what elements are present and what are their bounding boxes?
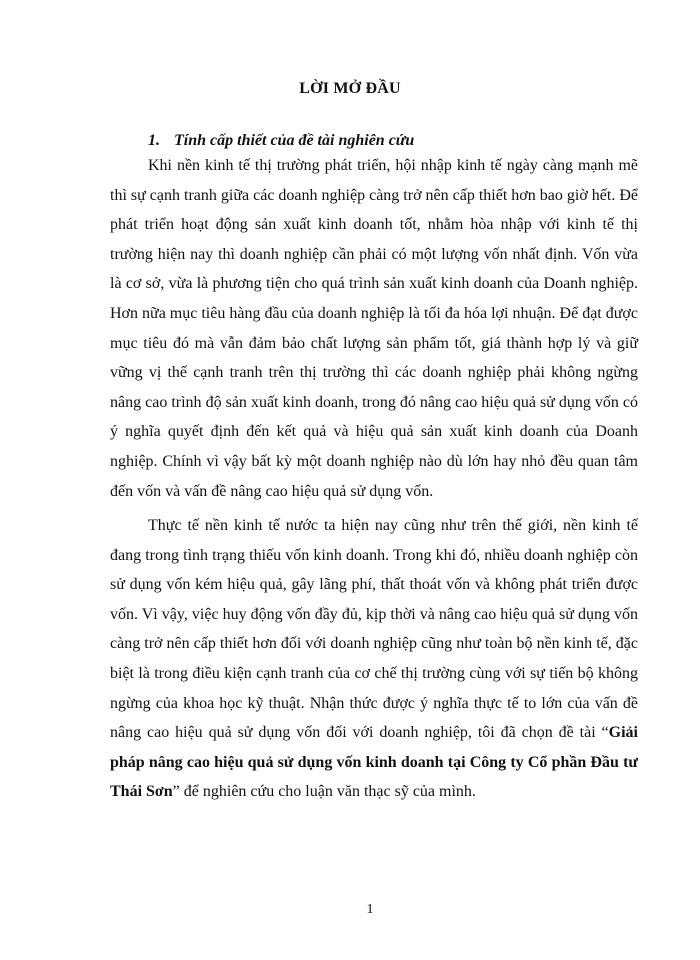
section-heading xyxy=(148,132,414,150)
paragraph-1 xyxy=(110,151,638,506)
paragraph-2 xyxy=(110,511,638,807)
section-heading-text: Tính cấp thiết của đề tài nghiên cứu xyxy=(174,132,415,149)
paragraph-2-text-start: Thực tế nền kinh tế nước ta hiện nay cũng như trên thế giới, nền kinh tế đang trong tình trạng thiếu vốn kinh doanh. Trong khi đó, nhiều doanh nghiệp còn sử dụng vốn kém hiệu quả, gây lãng phí, thất thoát vốn và không phát triển được vốn. Vì vậy, việc huy động vốn đầy đủ, kịp thời và nâng cao hiệu quả sử dụng vốn càng trở nên cấp thiết hơn đối với doanh nghiệp cũng như toàn bộ nền kinh tế, đặc biệt là trong điều kiện cạnh tranh của cơ chế thị trường cùng với sự tiến bộ không ngừng của khoa học kỹ thuật. Nhận thức được ý nghĩa thực tế to lớn của vấn đề nâng cao hiệu quả sử dụng vốn đối với doanh nghiệp, tôi đã chọn đề tài “ xyxy=(110,517,638,742)
paragraph-1-text: Khi nền kinh tế thị trường phát triển, hội nhập kinh tế ngày càng mạnh mẽ thì sự cạnh tranh giữa các doanh nghiệp càng trở nên cấp thiết hơn bao giờ hết. Để phát triển hoạt động sản xuất kinh doanh tốt, nhằm hòa nhập với kinh tế thị trường hiện nay thì doanh nghiệp cần phải có một lượng vốn nhất định. Vốn vừa là cơ sở, vừa là phương tiện cho quá trình sản xuất kinh doanh của Doanh nghiệp. Hơn nữa mục tiêu hàng đầu của doanh nghiệp là tối đa hóa lợi nhuận. Để đạt được mục tiêu đó mà vẫn đảm bảo chất lượng sản phẩm tốt, giá thành hợp lý và giữ vững vị thế cạnh tranh trên thị trường thì các doanh nghiệp phải không ngừng nâng cao trình độ sản xuất kinh doanh, trong đó nâng cao hiệu quả sử dụng vốn có ý nghĩa quyết định đến kết quả và hiệu quả sản xuất kinh doanh của Doanh nghiệp. Chính vì vậy bất kỳ một doanh nghiệp nào dù lớn hay nhỏ đều quan tâm đến vốn và vấn đề nâng cao hiệu quả sử dụng vốn. xyxy=(110,157,638,500)
page-title: LỜI MỞ ĐẦU xyxy=(299,80,401,97)
section-number: 1. xyxy=(148,132,160,149)
thesis-topic-title: Giải pháp nâng cao hiệu quả sử dụng vốn kinh doanh tại Công ty Cổ phần Đầu tư Thái Sơn xyxy=(110,724,638,801)
page-number: 1 xyxy=(366,902,374,917)
paragraph-2-text-end: ” để nghiên cứu cho luận văn thạc sỹ của mình. xyxy=(172,783,476,801)
paragraph-2-text xyxy=(110,511,638,807)
